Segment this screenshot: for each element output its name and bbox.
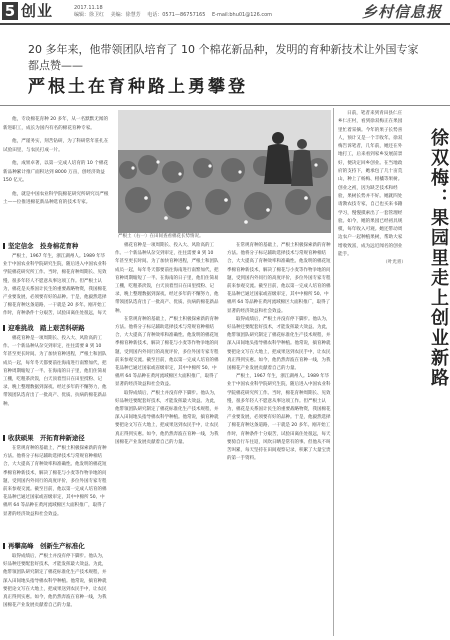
section-heading: 坚定信念 投身棉花育种 [3,242,78,251]
sidebar-author: （叶光青） [383,260,406,266]
phone: 电话：0571—86757165 [147,12,206,18]
article-column [115,242,219,634]
section-text: 取得成绩后，严根土并没有停下脚步。他认为，好品种还要配套好技术，才能发挥最大效益。为此，他带领团队研究制定了棉花标准化生产技术规程，并深入田间地头指导棉农科学种植。他常说，搞育种就要把论文写在大地上，把成果送到农民手中，让农民真正得到实惠。如今，他仍然奔波在育种一线，为我国棉花产业发展贡献着自己的力量。 [115,390,219,445]
section-heading: 再攀高峰 创新生产标准化 [3,542,85,551]
article-title: 严根土在育种路上勇攀登 [28,77,248,97]
lead-paragraph: 他，严谨务实，刻苦钻研，为了科研常年驻扎在试验田里，与农民打成一片。 [3,139,109,153]
article-column [3,335,107,427]
article-lead [3,116,111,213]
cotton-field-photo [118,110,331,233]
section-heading: 收获硕果 开拓育种新途径 [3,434,85,443]
section-text: 严根土，1967 年生，浙江湖州人。1989 年毕业于中国农业科学院研究生院，随后进入中国农业科学院棉花研究所工作。当时，棉花育种周期长、见效慢，很多年轻人不愿意从事这项工作。但严根土认为，棉花是关系国计民生的重要战略物资，我国棉花产业要发展，必须要有好的品种。于是，他毅然选择了棉花育种这条道路，一干就是 20 多年。刚开始工作时，育种条件十分艰苦，试验田离住处很远，每天 [3,254,107,317]
section-number: 5 [2,2,18,20]
page-meta [74,5,277,19]
page-header [0,0,450,24]
title-divider [0,105,450,106]
designer: 美编：徐慧芳 [110,12,141,18]
article-column [3,445,107,535]
photo-caption: 严根土（右一）在田间查看棉花长势情况。 [118,234,204,239]
article-subtitle: 20 多年来，他带领团队培育了 10 个棉花新品种，发明的育种新技术让外国专家都点赞—— [28,43,419,72]
section-text: 在常规育种的基础上，严根土积极探索新的育种方法。他将分子标记辅助选择技术与常规育种相结合，大大提高了育种效率和准确性。他发明的棉花短季棉育种新技术，解决了棉花与小麦等作物争地的问题，受到国内外同行的高度评价，多位外国专家专程前来参观交流。截至目前，他以第一完成人培育的棉花品种已通过国家或省级审定，其中中棉所 50、中棉所 64 等品种在黄河流域棉区大面积推广，取得了显著的经济效益和社会效益。 [3,446,107,517]
section-text: 取得成绩后，严根土并没有停下脚步。他认为，好品种还要配套好技术，才能发挥最大效益。为此，他带领团队研究制定了棉花标准化生产技术规程，并深入田间地头指导棉农科学种植。他常说，搞育种就要把论文写在大地上，把成果送到农民手中，让农民真正得到实惠。如今，他仍然奔波在育种一线，为我国棉花产业发展贡献着自己的力量。 [3,554,107,609]
article-column [3,253,107,319]
sidebar-paragraph: 日前，笔者来到青田县仁庄乡仁庄村，看到徐双梅正在果园里忙着采摘。今年的果子长势喜人，预计又是一个丰收年。徐双梅告诉笔者，几年前，她还在外地打工，后来看到家乡发展前景好，便决定回乡创业。在当地政府的支持下，她承包了几十亩荒山，种上了杨梅、柑橘等果树。创业之初，因为缺乏技术和经验，果树长势并不好。她就四处请教农技专家，自己也买来书籍学习，慢慢摸索出了一套管理经验。如今，她的果园已经初具规模，每年收入可观。她还带动周边农户一起种植果树，帮助大家增收致富，成为远近闻名的创业能手。 [338,111,403,258]
newspaper-name: 乡村信息报 [361,3,442,21]
section-name: 创业 [21,2,54,20]
article-body [3,242,331,638]
email: E-mail:bhu01@126.com [212,12,273,18]
section-text: 棉花育种是一项周期长、投入大、风险高的工作。一个新品种从杂交到审定，往往需要 8 到 10 年甚至更长时间。为了加快育种进程，严根土和团队成员一起，每年冬天都要前往海南进行南繁加代，把育种周期缩短了一半。在海南的日子里，他们住简易工棚，吃粗茶淡饭，白天顶着烈日在田里授粉、记录，晚上整理数据到深夜。经过多年的不懈努力，他带领团队选育出了一批高产、优质、抗病的棉花新品种。 [3,336,107,407]
lead-paragraph: 他，成果卓著，以第一完成人培育的 10 个棉花新品种累计推广面积达到 8000 万亩，创经济效益 150 亿元。 [3,161,109,183]
section-text: 取得成绩后，严根土并没有停下脚步。他认为，好品种还要配套好技术，才能发挥最大效益。为此，他带领团队研究制定了棉花标准化生产技术规程，并深入田间地头指导棉农科学种植。他常说，搞育种就要把论文写在大地上，把成果送到农民手中，让农民真正得到实惠。如今，他仍然奔波在育种一线，为我国棉花产业发展贡献着自己的力量。 [227,316,331,372]
section-heading: 迎难挑战 踏上艰苦科研路 [3,324,85,333]
section-text: 在常规育种的基础上，严根土积极探索新的育种方法。他将分子标记辅助选择技术与常规育种相结合，大大提高了育种效率和准确性。他发明的棉花短季棉育种新技术，解决了棉花与小麦等作物争地的问题，受到国内外同行的高度评价，多位外国专家专程前来参观交流。截至目前，他以第一完成人培育的棉花品种已通过国家或省级审定，其中中棉所 50、中棉所 64 等品种在黄河流域棉区大面积推广，取得了显著的经济效益和社会效益。 [115,316,219,388]
article-column [227,242,331,634]
sidebar-article [338,110,406,268]
editor: 编辑：徐卫红 [74,12,105,18]
section-text: 严根土，1967 年生，浙江湖州人。1989 年毕业于中国农业科学院研究生院，随后进入中国农业科学院棉花研究所工作。当时，棉花育种周期长、见效慢，很多年轻人不愿意从事这项工作。但严根土认为，棉花是关系国计民生的重要战略物资，我国棉花产业要发展，必须要有好的品种。于是，他毅然选择了棉花育种这条道路，一干就是 20 多年。刚开始工作时，育种条件十分艰苦，试验田离住处很远，每天要骑自行车往返，风吹日晒是常有的事。但他从不叫苦叫累，每天坚持在田间观察记录，积累了大量宝贵的第一手资料。 [227,374,331,462]
article-column [3,553,107,635]
column-divider [333,108,334,636]
header-divider [0,23,450,25]
lead-paragraph: 他，专攻棉花育种 20 多年，从一名默默无闻的新进职工，成长为国内有名的棉花育种专家。 [3,117,109,131]
section-text: 棉花育种是一项周期长、投入大、风险高的工作。一个新品种从杂交到审定，往往需要 8 到 10 年甚至更长时间。为了加快育种进程，严根土和团队成员一起，每年冬天都要前往海南进行南繁加代，把育种周期缩短了一半。在海南的日子里，他们住简易工棚，吃粗茶淡饭，白天顶着烈日在田里授粉、记录，晚上整理数据到深夜。经过多年的不懈努力，他带领团队选育出了一批高产、优质、抗病的棉花新品种。 [115,243,219,314]
article-photo [118,110,331,233]
lead-paragraph: 他，就是中国农业科学院棉花研究所研究员严根土——位推进棉花新品种选育的技术专家。 [3,191,109,205]
date: 2017.11.18 [74,5,103,11]
sidebar-title: 徐双梅：果园里走上创业新路 [428,128,449,388]
section-text: 在常规育种的基础上，严根土积极探索新的育种方法。他将分子标记辅助选择技术与常规育种相结合，大大提高了育种效率和准确性。他发明的棉花短季棉育种新技术，解决了棉花与小麦等作物争地的问题，受到国内外同行的高度评价，多位外国专家专程前来参观交流。截至目前，他以第一完成人培育的棉花品种已通过国家或省级审定，其中中棉所 50、中棉所 64 等品种在黄河流域棉区大面积推广，取得了显著的经济效益和社会效益。 [227,243,331,314]
